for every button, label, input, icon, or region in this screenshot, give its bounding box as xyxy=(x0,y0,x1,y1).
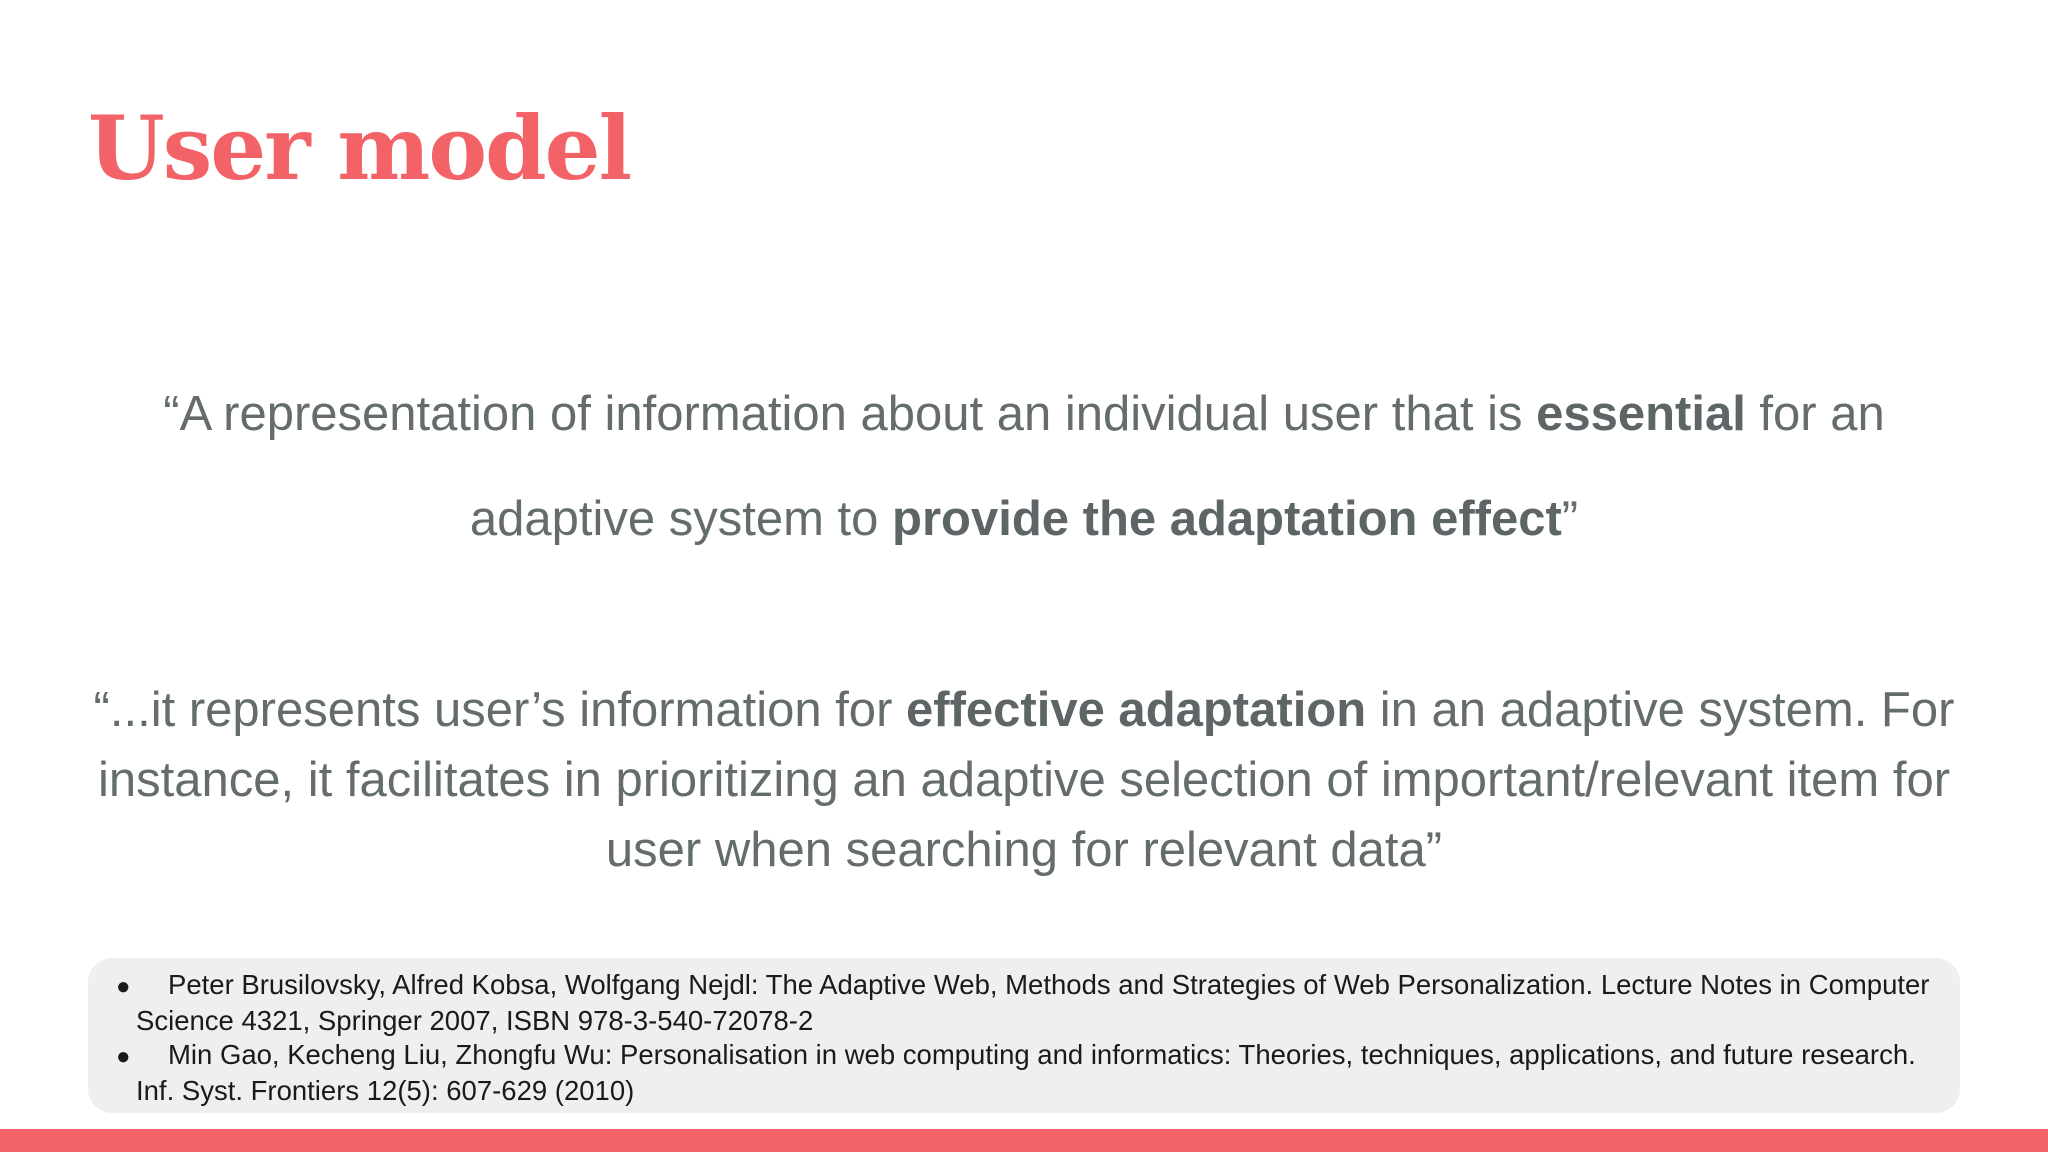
quote1-bold-adaptation-effect: provide the adaptation effect xyxy=(892,492,1562,546)
references-list xyxy=(116,968,1930,1108)
quote2-bold-effective-adaptation: effective adaptation xyxy=(906,683,1367,737)
definition-quote-2 xyxy=(80,675,1968,885)
reference-item xyxy=(116,1038,1930,1108)
quote1-text-part2: for an adaptive system to xyxy=(469,387,1885,546)
bullet-icon: ● xyxy=(116,973,131,1000)
quote2-text-part2: in an adaptive system. For instance, it facilitates in prioritizing an adaptive selection of important/relevant item for user when searching for relevant data” xyxy=(97,683,1955,877)
bullet-icon: ● xyxy=(116,1043,131,1070)
quote1-bold-essential: essential xyxy=(1536,387,1746,441)
definition-quote-1 xyxy=(80,362,1968,572)
bottom-accent-bar xyxy=(0,1129,2048,1152)
reference-text: Min Gao, Kecheng Liu, Zhongfu Wu: Personalisation in web computing and informatics: Theories, techniques, applications, and future research. Inf. Syst. Frontiers 12(5): 607-629 (2010) xyxy=(136,1039,1916,1106)
reference-item xyxy=(116,968,1930,1038)
references-box xyxy=(88,958,1960,1113)
quote1-text-part1: “A representation of information about an individual user that is xyxy=(163,387,1537,441)
reference-text: Peter Brusilovsky, Alfred Kobsa, Wolfgang Nejdl: The Adaptive Web, Methods and Strategies of Web Personalization. Lecture Notes in Computer Science 4321, Springer 2007, ISBN 978-3-540-72078-2 xyxy=(136,969,1930,1036)
slide-title: User model xyxy=(88,96,631,200)
quote1-text-part3: ” xyxy=(1561,492,1579,546)
quote2-text-part1: “...it represents user’s information for xyxy=(93,683,906,737)
